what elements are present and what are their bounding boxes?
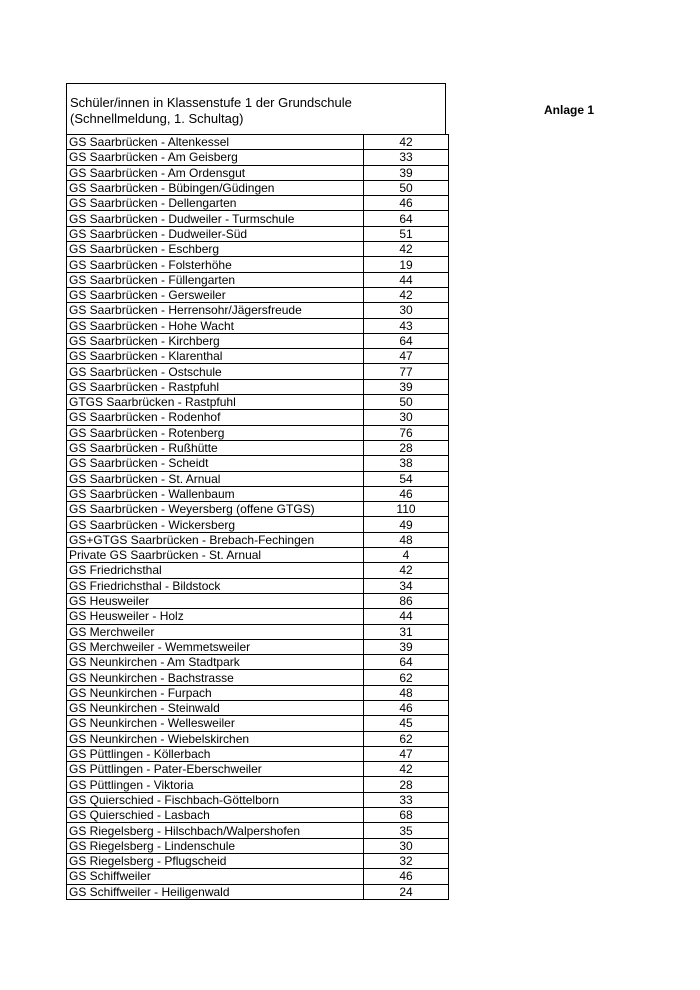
student-count-cell: 30	[364, 838, 449, 853]
table-row	[67, 425, 449, 440]
school-name-cell: GS Saarbrücken - St. Arnual	[67, 471, 364, 486]
school-name-cell: GS Saarbrücken - Scheidt	[67, 456, 364, 471]
table-header	[66, 83, 446, 134]
table-row	[67, 731, 449, 746]
school-name-cell: GS Quierschied - Fischbach-Göttelborn	[67, 792, 364, 807]
school-name-cell: GS Saarbrücken - Bübingen/Güdingen	[67, 180, 364, 195]
table-row	[67, 349, 449, 364]
appendix-label: Anlage 1	[544, 103, 595, 117]
school-name-cell: GS Saarbrücken - Kirchberg	[67, 333, 364, 348]
table-row	[67, 395, 449, 410]
school-name-cell: Private GS Saarbrücken - St. Arnual	[67, 548, 364, 563]
table-row	[67, 165, 449, 180]
table-row	[67, 257, 449, 272]
student-count-cell: 39	[364, 639, 449, 654]
table-row	[67, 502, 449, 517]
table-body	[67, 135, 449, 900]
school-name-cell: GS Saarbrücken - Rußhütte	[67, 440, 364, 455]
school-name-cell: GS Püttlingen - Viktoria	[67, 777, 364, 792]
school-name-cell: GS Riegelsberg - Hilschbach/Walpershofen	[67, 823, 364, 838]
table-row	[67, 211, 449, 226]
school-name-cell: GS Neunkirchen - Furpach	[67, 685, 364, 700]
table-row	[67, 150, 449, 165]
table-row	[67, 364, 449, 379]
school-name-cell: GS Friedrichsthal - Bildstock	[67, 578, 364, 593]
school-name-cell: GS Saarbrücken - Dudweiler - Turmschule	[67, 211, 364, 226]
table-row	[67, 287, 449, 302]
table-row	[67, 639, 449, 654]
table-row	[67, 655, 449, 670]
table-row	[67, 670, 449, 685]
table-row	[67, 226, 449, 241]
student-count-cell: 51	[364, 226, 449, 241]
student-count-cell: 64	[364, 655, 449, 670]
student-count-cell: 110	[364, 502, 449, 517]
table-row	[67, 792, 449, 807]
table-row	[67, 180, 449, 195]
student-count-cell: 46	[364, 700, 449, 715]
student-count-cell: 42	[364, 242, 449, 257]
school-name-cell: GS Saarbrücken - Weyersberg (offene GTGS)	[67, 502, 364, 517]
school-name-cell: GS Merchweiler	[67, 624, 364, 639]
table-row	[67, 471, 449, 486]
table-row	[67, 685, 449, 700]
header-subtitle: (Schnellmeldung, 1. Schultag)	[70, 111, 244, 126]
school-name-cell: GS+GTGS Saarbrücken - Brebach-Fechingen	[67, 532, 364, 547]
school-name-cell: GS Neunkirchen - Steinwald	[67, 700, 364, 715]
student-count-cell: 46	[364, 196, 449, 211]
student-count-cell: 33	[364, 150, 449, 165]
school-name-cell: GS Saarbrücken - Rodenhof	[67, 410, 364, 425]
student-count-cell: 48	[364, 532, 449, 547]
school-name-cell: GS Heusweiler - Holz	[67, 609, 364, 624]
school-name-cell: GS Neunkirchen - Am Stadtpark	[67, 655, 364, 670]
table-row	[67, 379, 449, 394]
school-name-cell: GS Püttlingen - Köllerbach	[67, 746, 364, 761]
table-row	[67, 486, 449, 501]
table-row	[67, 272, 449, 287]
student-count-cell: 44	[364, 609, 449, 624]
table-row	[67, 456, 449, 471]
table-row	[67, 242, 449, 257]
school-name-cell: GS Püttlingen - Pater-Eberschweiler	[67, 762, 364, 777]
student-count-cell: 47	[364, 746, 449, 761]
school-name-cell: GS Saarbrücken - Herrensohr/Jägersfreude	[67, 303, 364, 318]
school-name-cell: GS Saarbrücken - Wickersberg	[67, 517, 364, 532]
student-count-cell: 42	[364, 135, 449, 150]
table-row	[67, 716, 449, 731]
student-count-cell: 64	[364, 333, 449, 348]
student-count-cell: 32	[364, 853, 449, 868]
school-name-cell: GS Saarbrücken - Klarenthal	[67, 349, 364, 364]
school-name-cell: GS Saarbrücken - Wallenbaum	[67, 486, 364, 501]
student-count-cell: 47	[364, 349, 449, 364]
table-row	[67, 548, 449, 563]
school-name-cell: GS Saarbrücken - Rastpfuhl	[67, 379, 364, 394]
student-count-cell: 43	[364, 318, 449, 333]
student-count-cell: 48	[364, 685, 449, 700]
table-row	[67, 609, 449, 624]
student-count-cell: 77	[364, 364, 449, 379]
table-row	[67, 593, 449, 608]
student-count-cell: 44	[364, 272, 449, 287]
student-count-cell: 24	[364, 884, 449, 899]
student-count-cell: 76	[364, 425, 449, 440]
student-count-cell: 68	[364, 808, 449, 823]
header-title: Schüler/innen in Klassenstufe 1 der Grundschule	[70, 95, 352, 110]
school-name-cell: GS Neunkirchen - Bachstrasse	[67, 670, 364, 685]
school-name-cell: GS Quierschied - Lasbach	[67, 808, 364, 823]
school-name-cell: GTGS Saarbrücken - Rastpfuhl	[67, 395, 364, 410]
table-row	[67, 823, 449, 838]
table-row	[67, 700, 449, 715]
table-row	[67, 853, 449, 868]
school-name-cell: GS Heusweiler	[67, 593, 364, 608]
student-count-cell: 42	[364, 287, 449, 302]
school-name-cell: GS Neunkirchen - Wiebelskirchen	[67, 731, 364, 746]
student-count-cell: 64	[364, 211, 449, 226]
student-count-cell: 33	[364, 792, 449, 807]
student-count-cell: 34	[364, 578, 449, 593]
student-count-cell: 19	[364, 257, 449, 272]
table-row	[67, 762, 449, 777]
school-name-cell: GS Saarbrücken - Füllengarten	[67, 272, 364, 287]
school-name-cell: GS Saarbrücken - Gersweiler	[67, 287, 364, 302]
table-row	[67, 777, 449, 792]
student-count-cell: 54	[364, 471, 449, 486]
table-row	[67, 440, 449, 455]
student-count-cell: 49	[364, 517, 449, 532]
table-row	[67, 410, 449, 425]
school-name-cell: GS Friedrichsthal	[67, 563, 364, 578]
table-row	[67, 808, 449, 823]
school-name-cell: GS Saarbrücken - Dellengarten	[67, 196, 364, 211]
school-name-cell: GS Saarbrücken - Ostschule	[67, 364, 364, 379]
school-name-cell: GS Saarbrücken - Altenkessel	[67, 135, 364, 150]
student-count-cell: 62	[364, 731, 449, 746]
student-count-cell: 62	[364, 670, 449, 685]
school-name-cell: GS Riegelsberg - Lindenschule	[67, 838, 364, 853]
school-name-cell: GS Saarbrücken - Am Ordensgut	[67, 165, 364, 180]
table-row	[67, 517, 449, 532]
school-name-cell: GS Neunkirchen - Wellesweiler	[67, 716, 364, 731]
student-count-cell: 45	[364, 716, 449, 731]
table-row	[67, 318, 449, 333]
student-count-cell: 28	[364, 777, 449, 792]
table-row	[67, 838, 449, 853]
school-name-cell: GS Saarbrücken - Folsterhöhe	[67, 257, 364, 272]
student-count-cell: 42	[364, 563, 449, 578]
table-row	[67, 303, 449, 318]
school-name-cell: GS Saarbrücken - Dudweiler-Süd	[67, 226, 364, 241]
student-count-cell: 39	[364, 165, 449, 180]
table-row	[67, 869, 449, 884]
table-row	[67, 135, 449, 150]
student-count-cell: 86	[364, 593, 449, 608]
student-count-cell: 50	[364, 395, 449, 410]
student-count-cell: 42	[364, 762, 449, 777]
table-row	[67, 884, 449, 899]
data-table	[66, 134, 449, 900]
table-row	[67, 746, 449, 761]
table-row	[67, 532, 449, 547]
school-table	[66, 83, 446, 900]
student-count-cell: 35	[364, 823, 449, 838]
student-count-cell: 28	[364, 440, 449, 455]
student-count-cell: 4	[364, 548, 449, 563]
school-name-cell: GS Schiffweiler	[67, 869, 364, 884]
table-row	[67, 333, 449, 348]
table-row	[67, 578, 449, 593]
table-row	[67, 563, 449, 578]
student-count-cell: 38	[364, 456, 449, 471]
student-count-cell: 30	[364, 410, 449, 425]
school-name-cell: GS Saarbrücken - Hohe Wacht	[67, 318, 364, 333]
school-name-cell: GS Schiffweiler - Heiligenwald	[67, 884, 364, 899]
school-name-cell: GS Riegelsberg - Pflugscheid	[67, 853, 364, 868]
school-name-cell: GS Saarbrücken - Rotenberg	[67, 425, 364, 440]
table-row	[67, 624, 449, 639]
student-count-cell: 31	[364, 624, 449, 639]
student-count-cell: 39	[364, 379, 449, 394]
school-name-cell: GS Merchweiler - Wemmetsweiler	[67, 639, 364, 654]
student-count-cell: 46	[364, 869, 449, 884]
table-row	[67, 196, 449, 211]
student-count-cell: 46	[364, 486, 449, 501]
school-name-cell: GS Saarbrücken - Eschberg	[67, 242, 364, 257]
student-count-cell: 50	[364, 180, 449, 195]
student-count-cell: 30	[364, 303, 449, 318]
school-name-cell: GS Saarbrücken - Am Geisberg	[67, 150, 364, 165]
